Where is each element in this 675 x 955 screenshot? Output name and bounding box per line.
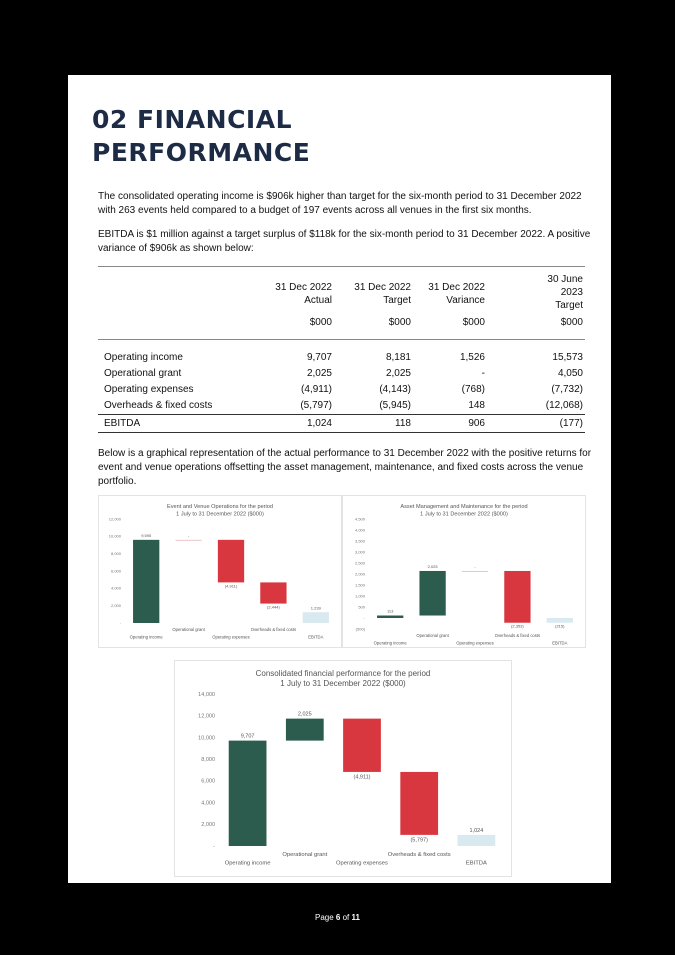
data-label: (5,797) [410, 837, 428, 844]
x-category-label: EBITDA [308, 634, 324, 640]
chart-bar [343, 719, 381, 772]
y-tick-label: - [363, 615, 365, 621]
chart-title: 1 July to 31 December 2022 ($000) [420, 511, 508, 518]
table-header-rule [98, 339, 585, 340]
chart-bar [218, 540, 244, 583]
data-label: 2,025 [427, 563, 438, 569]
cell: (12,068) [545, 400, 583, 411]
y-tick-label: 10,000 [108, 533, 121, 539]
y-tick-label: 6,000 [201, 778, 215, 785]
cell: 2,025 [385, 368, 411, 379]
graph-intro-paragraph: Below is a graphical representation of the actual performance to 31 December 2022 with the positive returns for event and venue operations offsetting the asset management, maintenance, and fixed costs across the venue portfolio. [98, 448, 592, 487]
row-label: Operating expenses [104, 384, 194, 395]
cell: (5,945) [379, 400, 411, 411]
section-title [92, 103, 310, 169]
chart-title: Event and Venue Operations for the period [166, 504, 274, 510]
col-header-full-year-target: 30 June 2023 Target [547, 274, 583, 311]
x-category-label: Operating expenses [456, 640, 494, 646]
row-label: EBITDA [104, 418, 141, 429]
chart-bar [133, 540, 159, 623]
cell: (768) [461, 384, 485, 395]
x-category-label: Overheads & fixed costs [494, 633, 541, 639]
chart-asset-management-svg [343, 496, 585, 647]
y-tick-label: (500) [355, 626, 365, 632]
chart-title: Consolidated financial performance for the period [255, 669, 431, 678]
y-tick-label: 4,000 [110, 585, 121, 591]
cell: (4,143) [379, 384, 411, 395]
table-row [98, 366, 585, 381]
data-label: 2,025 [297, 711, 312, 718]
cell: 9,707 [306, 352, 332, 363]
x-category-label: Overheads & fixed costs [387, 851, 451, 858]
chart-bar [260, 582, 286, 603]
cell: 906 [468, 418, 485, 429]
chart-consolidated [174, 660, 512, 877]
y-tick-label: 500 [358, 604, 365, 610]
chart-bar [504, 571, 530, 623]
chart-event-venue [98, 495, 342, 648]
y-tick-label: 10,000 [198, 735, 215, 742]
y-tick-label: 8,000 [110, 551, 121, 556]
y-tick-label: 2,000 [354, 571, 365, 577]
chart-title: 1 July to 31 December 2022 ($000) [176, 511, 264, 518]
footer-current-page: 6 [335, 913, 341, 922]
data-label: 9,595 [141, 532, 152, 538]
x-category-label: Overheads & fixed costs [250, 627, 297, 633]
cell: - [481, 368, 485, 379]
chart-consolidated-svg [175, 661, 511, 876]
chart-bar [377, 616, 403, 618]
section-title-line2: PERFORMANCE [92, 138, 311, 167]
chart-bar [419, 571, 445, 616]
chart-bar [286, 719, 324, 741]
row-label: Operating income [104, 352, 183, 363]
cell: 1,024 [306, 418, 332, 429]
data-label: (4,911) [353, 774, 371, 781]
cell: 8,181 [385, 352, 411, 363]
y-tick-label: 14,000 [198, 691, 215, 698]
section-title-line1: 02 FINANCIAL [92, 105, 292, 134]
cell: 1,526 [459, 352, 485, 363]
data-label: (4,911) [224, 583, 238, 589]
x-category-label: EBITDA [552, 640, 568, 646]
chart-title: Asset Management and Maintenance for the period [400, 504, 528, 510]
y-tick-label: 2,000 [110, 603, 121, 608]
ebitda-paragraph: EBITDA is $1 million against a target surplus of $118k for the six-month period to 31 December 2022. A positive variance of $906k as shown below: [98, 229, 591, 254]
cell: 118 [395, 418, 411, 429]
col-header-variance: 31 Dec 2022 Variance [428, 282, 485, 306]
chart-bar [458, 835, 496, 846]
x-category-label: Operating expenses [336, 860, 388, 867]
y-tick-label: 4,500 [354, 516, 365, 522]
chart-bar [462, 571, 488, 572]
y-tick-label: 1,500 [354, 582, 365, 588]
y-tick-label: 12,000 [198, 713, 215, 720]
chart-bar [175, 540, 201, 541]
chart-asset-management [342, 495, 586, 648]
footer-sep: of [340, 913, 352, 922]
row-label: Overheads & fixed costs [104, 400, 213, 411]
col-unit-target: $000 [388, 317, 411, 328]
y-tick-label: 3,500 [354, 538, 365, 544]
x-category-label: Operating income [129, 634, 163, 640]
table-row [98, 350, 585, 365]
table-row [98, 382, 585, 397]
col-header-target: 31 Dec 2022 Target [354, 282, 411, 306]
y-tick-label: - [213, 843, 215, 850]
data-label: (215) [555, 623, 565, 629]
footer-total-pages: 11 [351, 913, 360, 922]
x-category-label: Operational grant [416, 633, 449, 639]
cell: (4,911) [301, 384, 332, 395]
data-label: (2,444) [267, 604, 280, 610]
cell: 2,025 [306, 368, 332, 379]
x-category-label: Operating income [224, 860, 271, 867]
table-total-row [98, 414, 585, 433]
chart-event-venue-svg [99, 496, 341, 647]
chart-bar [229, 741, 267, 846]
data-label: 1,239 [310, 605, 321, 611]
data-label: 9,707 [240, 733, 255, 740]
y-tick-label: 4,000 [201, 800, 215, 807]
page-footer [0, 913, 675, 922]
cell: (177) [559, 418, 583, 429]
data-label: - [187, 532, 190, 538]
x-category-label: EBITDA [465, 860, 487, 867]
data-label: 113 [387, 608, 394, 614]
x-category-label: Operational grant [172, 627, 205, 633]
col-header-actual: 31 Dec 2022 Actual [275, 282, 332, 306]
x-category-label: Operating expenses [212, 634, 250, 640]
y-tick-label: 8,000 [201, 756, 215, 763]
chart-bar [547, 618, 573, 623]
col-unit-actual: $000 [309, 317, 332, 328]
x-category-label: Operating income [373, 640, 407, 646]
chart-title: 1 July to 31 December 2022 ($000) [280, 679, 406, 688]
row-label: Operational grant [104, 368, 182, 379]
data-label: (2,353) [511, 623, 524, 629]
cell: 15,573 [552, 352, 583, 363]
data-label: 1,024 [469, 827, 484, 834]
y-tick-label: 1,000 [354, 593, 365, 599]
document-page [68, 75, 611, 883]
table-row [98, 398, 585, 413]
y-tick-label: 2,000 [201, 822, 215, 829]
y-tick-label: 12,000 [108, 516, 121, 522]
intro-paragraph: The consolidated operating income is $906k higher than target for the six-month period to 31 December 2022 with 263 events held compared to a budget of 197 events across all venues in the first six months. [98, 191, 582, 216]
table-top-rule [98, 266, 585, 267]
cell: (5,797) [300, 400, 332, 411]
y-tick-label: - [119, 620, 121, 626]
x-category-label: Operational grant [282, 851, 328, 858]
col-unit-variance: $000 [462, 317, 485, 328]
chart-bar [400, 772, 438, 835]
footer-prefix: Page [315, 913, 336, 922]
y-tick-label: 4,000 [354, 527, 365, 533]
data-label: - [474, 563, 476, 569]
col-unit-full-year: $000 [560, 317, 583, 328]
cell: (7,732) [551, 384, 583, 395]
cell: 148 [468, 400, 485, 411]
y-tick-label: 2,500 [354, 560, 365, 566]
y-tick-label: 6,000 [110, 568, 121, 574]
y-tick-label: 3,000 [354, 549, 365, 555]
chart-bar [303, 612, 329, 623]
cell: 4,050 [557, 368, 583, 379]
